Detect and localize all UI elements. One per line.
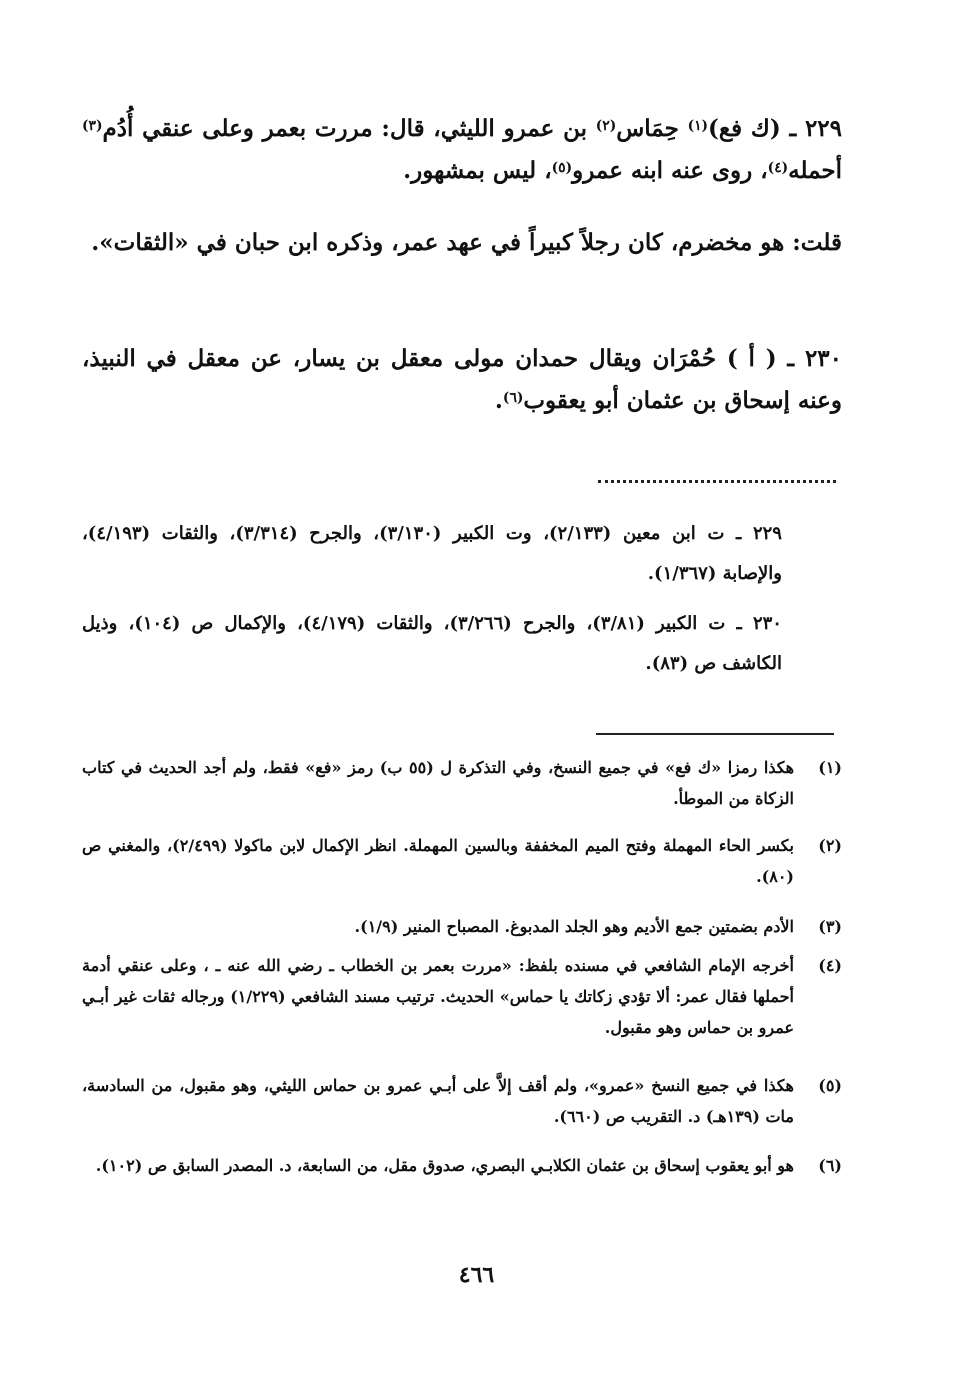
footnote-number: (٢) [818, 836, 842, 855]
footnote-ref-6: (٦) [502, 389, 524, 406]
footnote-ref-2: (٢) [595, 117, 617, 134]
footnote-text: هو أبو يعقوب إسحاق بن عثمان الكلابـي البصري، صدوق مقل، من السابعة، د. المصدر السابق ص (١٠٢). [95, 1156, 794, 1175]
footnote-ref-5: (٥) [551, 159, 573, 176]
footnote-text: أخرجه الإمام الشافعي في مسنده بلفظ: «مررت بعمر بن الخطاب ـ رضي الله عنه ـ ، وعلى عنقي أدمة أحملها فقال عمر: ألا تؤدي زكاتك يا حماس» الحديث. ترتيب مسند الشافعي (١/٢٢٩) ورجاله ثقات غير أبـي عمرو بن حماس وهو مقبول. [82, 956, 794, 1037]
footnote-ref-3: (٣) [82, 117, 103, 134]
entry-229-text-f: ، ليس بمشهور. [403, 157, 552, 184]
footnote-5 [82, 1070, 842, 1132]
footnote-4 [82, 950, 842, 1043]
footnote-number: (٥) [818, 1076, 842, 1095]
page-number: ٤٦٦ [458, 1262, 495, 1288]
footnote-rule [596, 733, 834, 735]
entry-229-text-a: ٢٢٩ ـ (ك فع) [708, 115, 843, 142]
footnote-number: (٣) [818, 917, 842, 936]
entry-230-text-a: ٢٣٠ ـ ( أ ) حُمْرَان ويقال حمدان مولى معقل بن يسار، عن معقل في النبيذ، وعنه إسحاق بن عثمان أبو يعقوب [82, 345, 843, 414]
footnote-1 [82, 752, 842, 814]
footnote-number: (١) [818, 758, 842, 777]
footnote-number: (٦) [818, 1156, 842, 1175]
footnote-2 [82, 830, 842, 892]
source-entry-229: ٢٢٩ ـ ت ابن معين (٢/١٣٣)، وت الكبير (٣/١٣٠)، والجرح (٣/٣١٤)، والثقات (٤/١٩٣)، والإصابة (١/٣٦٧). [82, 523, 782, 584]
entry-229-note: قلت: هو مخضرم، كان رجلاً كبيراً في عهد عمر، وذكره ابن حبان في «الثقات». [91, 229, 842, 256]
footnote-ref-4: (٤) [767, 159, 789, 176]
source-entry-230: ٢٣٠ ـ ت الكبير (٣/٨١)، والجرح (٣/٢٦٦)، والثقات (٤/١٧٩)، والإكمال ص (١٠٤)، وذيل الكاشف ص (٨٣). [82, 613, 782, 674]
footnote-ref-1: (١) [687, 117, 709, 134]
entry-229-text-c: بن عمرو الليثي، قال: مررت بعمر وعلى عنقي أُدُم [102, 115, 596, 142]
footnote-6 [82, 1150, 842, 1181]
footnote-number: (٤) [818, 956, 842, 975]
entry-229-text-e: ، روى عنه ابنه عمرو [572, 157, 768, 184]
entry-230 [82, 338, 842, 422]
footnote-text: الأدم بضمتين جمع الأديم وهو الجلد المدبوغ. المصباح المنير (١/٩). [354, 917, 794, 936]
footnote-text: هكذا في جميع النسخ «عمرو»، ولم أقف إلاَّ على أبـي عمرو بن حماس الليثي، وهو مقبول، من السادسة، مات (١٣٩هـ) د. التقريب ص (٦٦٠). [82, 1076, 794, 1126]
entry-229-text-d: أحمله [788, 157, 842, 184]
entry-230-text-b: . [494, 387, 503, 414]
footnote-3 [82, 911, 842, 942]
dotted-separator [598, 480, 836, 483]
footnote-text: هكذا رمزا «ك فع» في جميع النسخ، وفي التذكرة ل (٥٥ ب) رمز «فع» فقط، ولم أجد الحديث في كتاب الزكاة من الموطأ. [82, 758, 795, 808]
footnote-text: بكسر الحاء المهملة وفتح الميم المخففة وبالسين المهملة. انظر الإكمال لابن ماكولا (٢/٤٩٩)، والمغني ص (٨٠). [82, 836, 795, 886]
entry-229 [82, 108, 842, 192]
entry-229-text-b: حِمَاس [616, 115, 688, 142]
